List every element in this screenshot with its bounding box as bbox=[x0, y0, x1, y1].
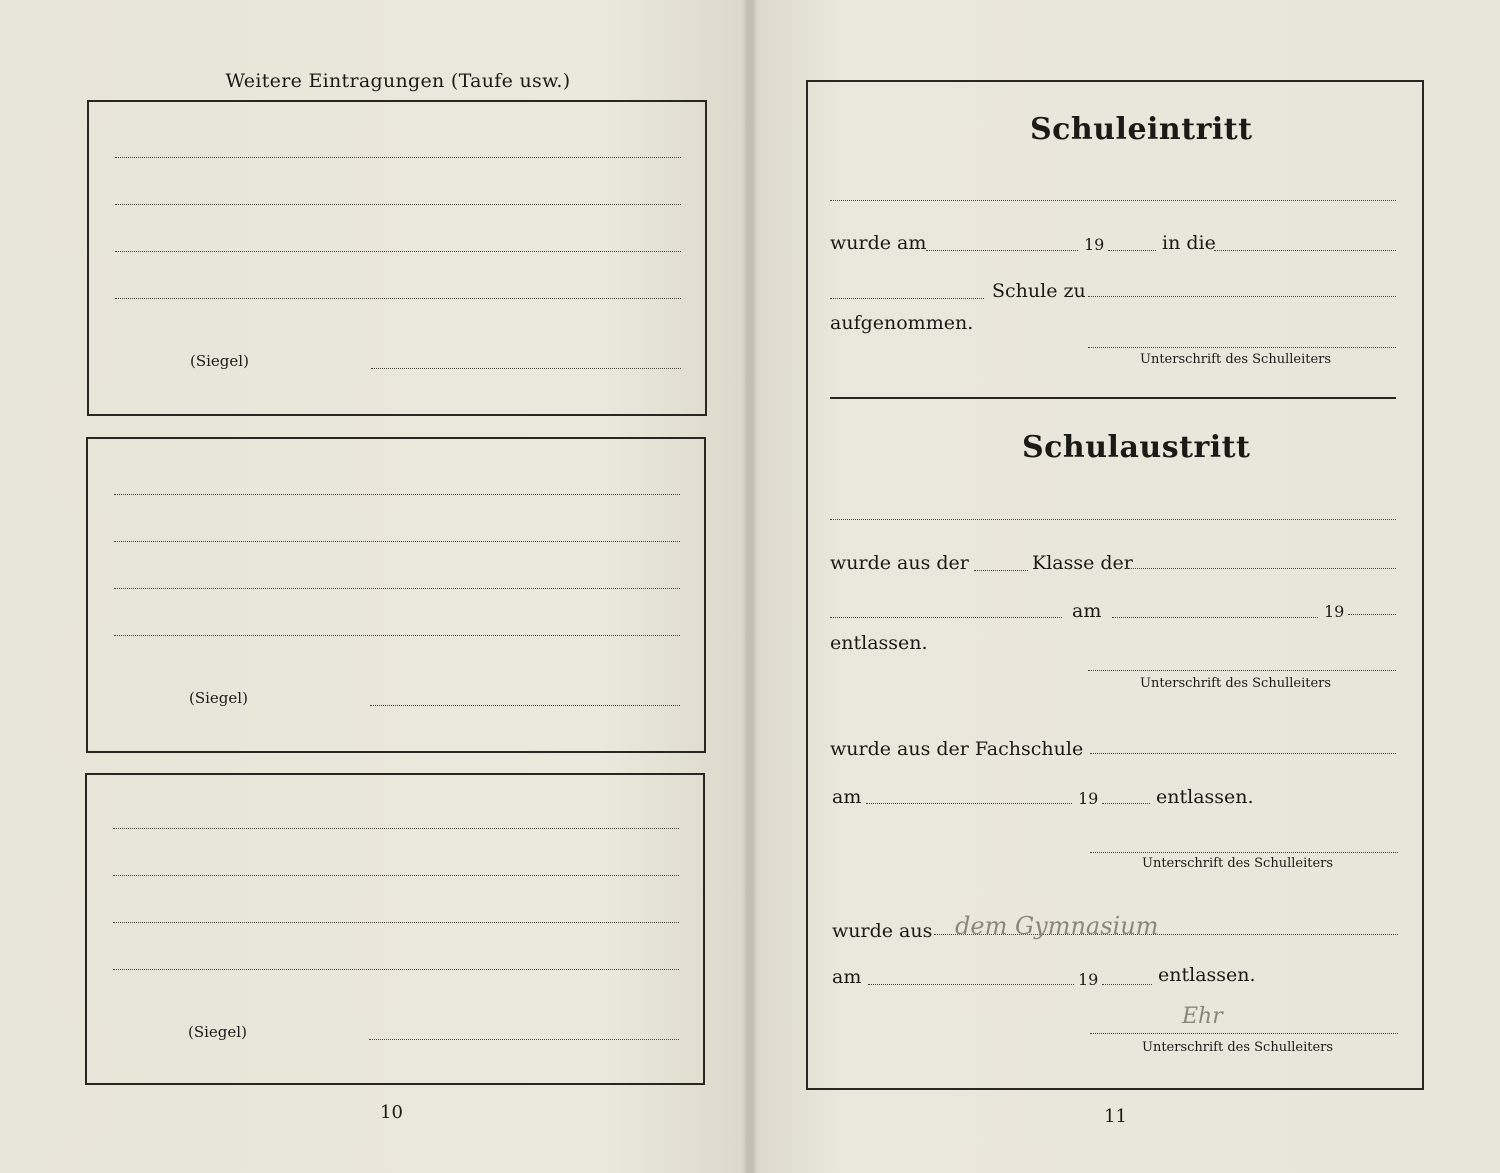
entry-year-field[interactable] bbox=[1108, 250, 1156, 251]
from-on-label: am bbox=[832, 966, 862, 988]
admitted-label: aufgenommen. bbox=[830, 312, 974, 334]
from-class-label: wurde aus der bbox=[830, 552, 969, 574]
school-type-field[interactable] bbox=[830, 298, 984, 299]
trade-year-prefix: 19 bbox=[1078, 789, 1099, 808]
book-gutter bbox=[742, 0, 758, 1173]
trade-date-field[interactable] bbox=[866, 803, 1072, 804]
page-number-right: 11 bbox=[1104, 1106, 1127, 1127]
signature-line[interactable] bbox=[370, 705, 680, 706]
handwritten-signature: Ehr bbox=[1182, 1004, 1223, 1029]
trade-signature-label: Unterschrift des Schulleiters bbox=[1142, 856, 1334, 871]
exit-date-field[interactable] bbox=[1112, 617, 1318, 618]
class-of-label: Klasse der bbox=[1032, 552, 1133, 574]
class-field[interactable] bbox=[974, 570, 1028, 571]
entry-box-2 bbox=[86, 437, 706, 753]
entry-line[interactable] bbox=[113, 828, 679, 829]
exit-school-field[interactable] bbox=[1126, 568, 1396, 569]
from-label: wurde aus bbox=[832, 920, 933, 942]
exit-on-label: am bbox=[1072, 600, 1102, 622]
entry-line[interactable] bbox=[115, 204, 681, 205]
entry-line[interactable] bbox=[113, 969, 679, 970]
into-the-label: in die bbox=[1162, 232, 1216, 254]
school-entry-title: Schuleintritt bbox=[1030, 112, 1253, 147]
section-divider bbox=[830, 397, 1396, 399]
page-number-left: 10 bbox=[380, 1102, 403, 1123]
trade-school-field[interactable] bbox=[1090, 753, 1396, 754]
trade-signature-line[interactable] bbox=[1090, 852, 1398, 853]
entry-box-1 bbox=[87, 100, 707, 416]
school-at-label: Schule zu bbox=[992, 280, 1086, 302]
exit-signature-label: Unterschrift des Schulleiters bbox=[1140, 676, 1332, 691]
entry-line[interactable] bbox=[115, 251, 681, 252]
entry-signature-label: Unterschrift des Schulleiters bbox=[1140, 352, 1332, 367]
seal-label: (Siegel) bbox=[188, 1023, 247, 1041]
from-trade-school-label: wurde aus der Fachschule bbox=[830, 738, 1084, 760]
signature-line[interactable] bbox=[369, 1039, 679, 1040]
entry-line[interactable] bbox=[114, 635, 680, 636]
seal-label: (Siegel) bbox=[190, 352, 249, 370]
entry-signature-line[interactable] bbox=[1088, 347, 1396, 348]
signature-line[interactable] bbox=[371, 368, 681, 369]
final-signature-line[interactable] bbox=[1090, 1033, 1398, 1034]
seal-label: (Siegel) bbox=[189, 689, 248, 707]
school-exit-title: Schulaustritt bbox=[1022, 430, 1251, 465]
entry-box-3 bbox=[85, 773, 705, 1085]
school-exit-line[interactable] bbox=[830, 519, 1396, 520]
school-name-field[interactable] bbox=[1214, 250, 1396, 251]
entry-date-field[interactable] bbox=[926, 250, 1078, 251]
handwritten-school-name: dem Gymnasium bbox=[955, 912, 1159, 940]
from-year-prefix: 19 bbox=[1078, 970, 1099, 989]
entry-line[interactable] bbox=[114, 494, 680, 495]
entry-line[interactable] bbox=[115, 157, 681, 158]
exit-signature-line[interactable] bbox=[1088, 670, 1396, 671]
school-location-field[interactable] bbox=[1088, 296, 1396, 297]
from-date-field[interactable] bbox=[868, 984, 1074, 985]
exit-year-prefix: 19 bbox=[1324, 602, 1345, 621]
school-entry-line[interactable] bbox=[830, 200, 1396, 201]
entry-line[interactable] bbox=[114, 541, 680, 542]
entry-line[interactable] bbox=[113, 875, 679, 876]
entry-line[interactable] bbox=[113, 922, 679, 923]
entry-year-prefix: 19 bbox=[1084, 235, 1105, 254]
exit-school-field-2[interactable] bbox=[830, 617, 1062, 618]
from-dismissed-label: entlassen. bbox=[1158, 964, 1256, 986]
entry-line[interactable] bbox=[114, 588, 680, 589]
left-page-heading: Weitere Eintragungen (Taufe usw.) bbox=[225, 70, 571, 92]
from-year-field[interactable] bbox=[1102, 984, 1152, 985]
trade-dismissed-label: entlassen. bbox=[1156, 786, 1254, 808]
final-signature-label: Unterschrift des Schulleiters bbox=[1142, 1040, 1334, 1055]
entry-line[interactable] bbox=[115, 298, 681, 299]
exit-year-field[interactable] bbox=[1348, 614, 1396, 615]
trade-year-field[interactable] bbox=[1102, 803, 1150, 804]
entry-date-label: wurde am bbox=[830, 232, 927, 254]
trade-on-label: am bbox=[832, 786, 862, 808]
dismissed-label: entlassen. bbox=[830, 632, 928, 654]
